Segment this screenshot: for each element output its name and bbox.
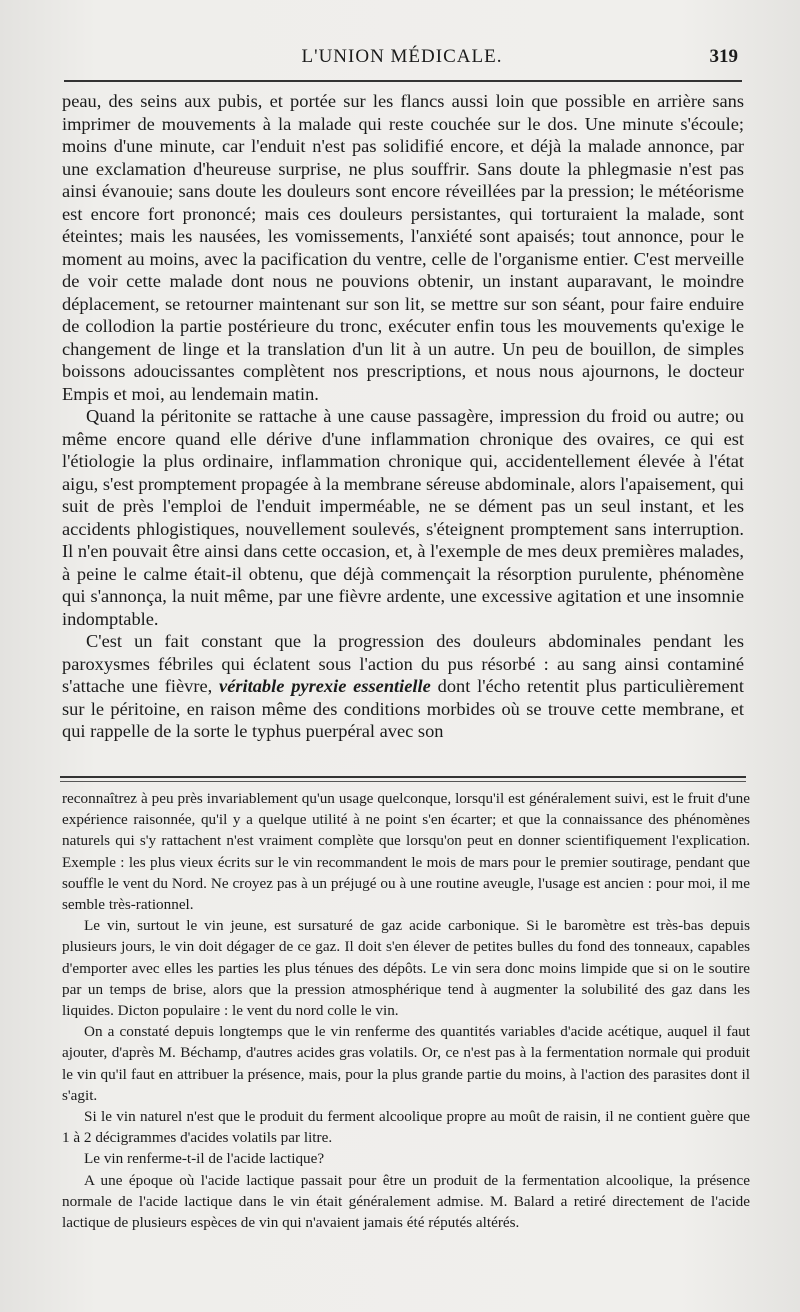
paragraph-1: peau, des seins aux pubis, et portée sur les flancs aussi loin que possible en arrière sans imprimer de mouvements à la malade qui reste couchée sur le dos. Une minute s'écoule; moins d'une minute, car l'enduit n'est pas solidifié encore, et déjà la malade annonce, par une exclamation d'heureuse surprise, ne plus souffrir. Sans doute la phlegmasie n'est pas ainsi évanouie; sans doute les douleurs sont encore réveillées par la pression; le météorisme est encore fort prononcé; mais ces douleurs persistantes, qui torturaient la malade, sont éteintes; mais les nausées, les vomissements, l'anxiété sont apaisés; tout annonce, pour le moment au moins, avec la pacification du ventre, celle de l'organisme entier. C'est merveille de voir cette malade dont nous ne pouvions obtenir, un instant auparavant, le moindre déplacement, se retourner maintenant sur son lit, se mettre sur son séant, pour faire enduire de collodion la partie postérieure du tronc, exécuter enfin tous les mouvements qu'exige le changement de linge et la translation d'un lit à un autre. Un peu de bouillon, de simples boissons adoucissantes complètent nos prescriptions, et nous nous ajournons, le docteur Empis et moi, au lendemain matin. — [62, 91, 744, 404]
footnote-text — [62, 788, 750, 1233]
footnote-separator — [60, 776, 746, 782]
main-body-text — [62, 90, 744, 743]
running-head — [64, 46, 740, 76]
italic-phrase: véritable pyrexie essentielle — [219, 676, 431, 696]
header-rule — [64, 80, 742, 82]
footnote-paragraph-5: Le vin renferme-t-il de l'acide lactique? — [84, 1150, 325, 1168]
footnote-paragraph-6: A une époque où l'acide lactique passait pour être un produit de la fermentation alcoolique, la présence normale de l'acide lactique dans le vin était généralement admise. M. Balard a retiré directement de l'acide lactique de plusieurs espèces de vin qui n'avaient jamais été réputés altérés. — [62, 1171, 750, 1232]
paragraph-2: Quand la péritonite se rattache à une cause passagère, impression du froid ou autre; ou même encore quand elle dérive d'une inflammation chronique des ovaires, ce qui est l'étiologie la plus ordinaire, inflammation chronique qui, accidentellement élevée à l'état aigu, s'est promptement propagée à la membrane séreuse abdominale, alors l'apaisement, qui suit de près l'emploi de l'enduit imperméable, ne se dément pas un seul instant, et les accidents phlogistiques, nouvellement soulevés, s'éteignent promptement sans interruption. Il n'en pouvait être ainsi dans cette occasion, et, à l'exemple de mes deux premières malades, à peine le calme était-il obtenu, que déjà commençait la résorption purulente, phénomène qui s'annonça, la nuit même, par une fièvre ardente, une excessive agitation et une insomnie indomptable. — [62, 406, 744, 629]
paragraph-3 — [62, 630, 744, 743]
footnote-paragraph-1: reconnaîtrez à peu près invariablement qu'un usage quelconque, lorsqu'il est généralement suivi, est le fruit d'une expérience raisonnée, qu'il y a quelque utilité à ne point s'en écarter; et que la connaissance des phénomènes naturels qui s'y rattachent n'est vraiment complète que lorsqu'on peut en donner scientifiquement l'explication. Exemple : les plus vieux écrits sur le vin recommandent le mois de mars pour le premier soutirage, pendant que souffle le vent du Nord. Ne croyez pas à un préjugé ou à une routine aveugle, l'usage est ancien : pour moi, il me semble très-rationnel. — [62, 790, 750, 914]
page-number: 319 — [709, 46, 738, 67]
journal-title: L'UNION MÉDICALE. — [301, 46, 503, 67]
paragraph-3-start: C'est un fait constant que la progression des douleurs abdominales pendant les paroxysmes fébriles qui éclatent sous l'action du pus résorbé : au sang ainsi contaminé s'attache une fièvre, — [62, 631, 744, 696]
footnote-paragraph-4: Si le vin naturel n'est que le produit du ferment alcoolique propre au moût de raisin, il ne contient guère que 1 à 2 décigrammes d'acides volatils par litre. — [62, 1108, 750, 1147]
paragraph-3-end: dont l'écho retentit plus particulièrement sur le péritoine, en raison même des conditions morbides où se trouve cette membrane, et qui rappelle de la sorte le typhus puerpéral avec son — [62, 676, 744, 741]
footnote-paragraph-3: On a constaté depuis longtemps que le vin renferme des quantités variables d'acide acétique, auquel il faut ajouter, d'après M. Béchamp, d'autres acides gras volatils. Or, ce n'est pas à la fermentation normale qui produit le vin qu'il faut en attribuer la présence, mais, pour la plus grande partie du moins, à l'action des parasites dont il s'agit. — [62, 1023, 750, 1104]
footnote-paragraph-2: Le vin, surtout le vin jeune, est sursaturé de gaz acide carbonique. Si le baromètre est très-bas depuis plusieurs jours, le vin doit dégager de ce gaz. Il doit s'en élever de petites bulles du fond des tonneaux, capables d'emporter avec elles les parties les plus ténues des dépôts. Le vin sera donc moins limpide que si on le soutire par un temps de brise, alors que la pression atmosphérique tend à augmenter la solubilité des gaz dans les liquides. Dicton populaire : le vent du nord colle le vin. — [62, 917, 750, 1020]
